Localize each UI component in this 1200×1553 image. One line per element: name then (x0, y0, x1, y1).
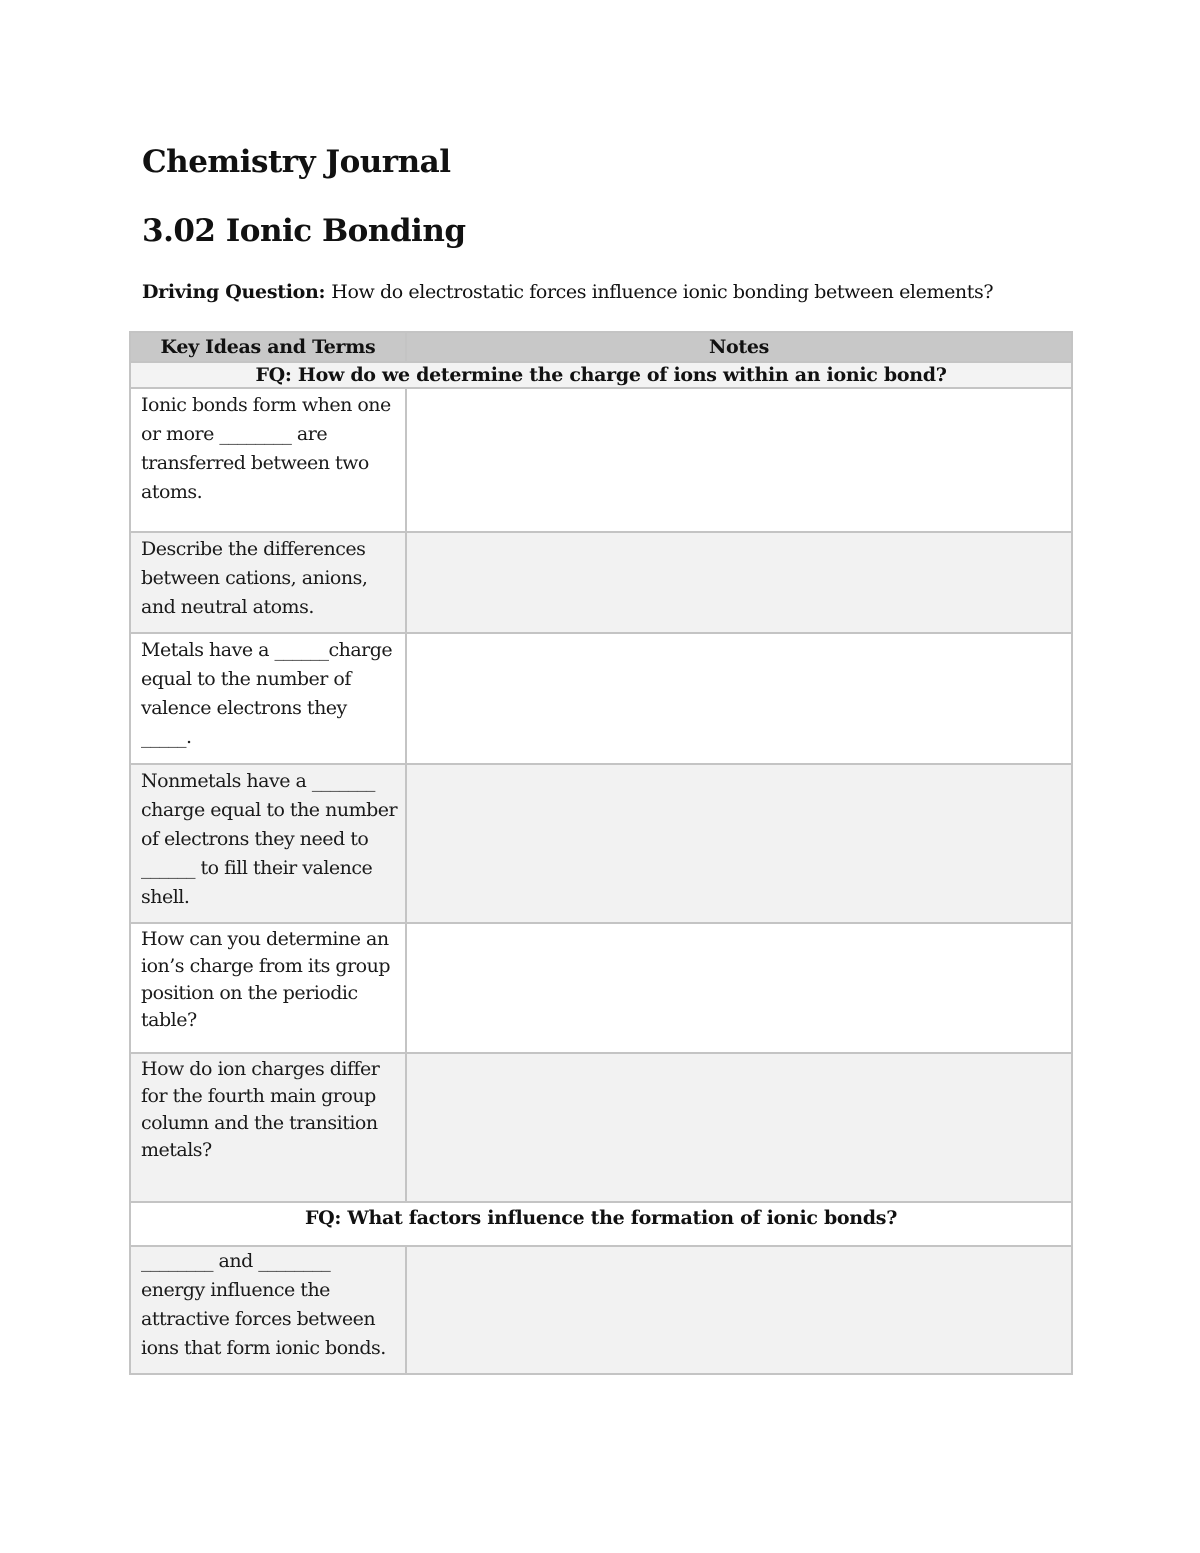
key-idea-cell: How do ion charges differ for the fourth main group column and the transition metals? (130, 1053, 406, 1202)
notes-cell[interactable] (406, 532, 1072, 633)
driving-question (142, 279, 993, 305)
key-idea-cell: Metals have a ______charge equal to the number of valence electrons they _____. (130, 633, 406, 764)
table-row (130, 923, 1072, 1053)
key-idea-cell: Nonmetals have a _______ charge equal to the number of electrons they need to ______ to fill their valence shell. (130, 764, 406, 923)
notes-cell[interactable] (406, 633, 1072, 764)
focus-question-row (130, 362, 1072, 388)
key-idea-cell: Describe the differences between cations, anions, and neutral atoms. (130, 532, 406, 633)
table-row (130, 633, 1072, 764)
lesson-title: 3.02 Ionic Bonding (142, 213, 466, 249)
table-row (130, 388, 1072, 532)
focus-question-row (130, 1202, 1072, 1246)
table-row (130, 532, 1072, 633)
focus-question-1: FQ: How do we determine the charge of ions within an ionic bond? (130, 362, 1072, 388)
table-header-row (130, 332, 1072, 362)
table-row (130, 1053, 1072, 1202)
table-row (130, 764, 1072, 923)
notes-cell[interactable] (406, 923, 1072, 1053)
page-title: Chemistry Journal (142, 144, 451, 180)
notes-cell[interactable] (406, 1246, 1072, 1374)
notes-cell[interactable] (406, 388, 1072, 532)
key-idea-cell: Ionic bonds form when one or more ________ are transferred between two atoms. (130, 388, 406, 532)
key-idea-cell: How can you determine an ion’s charge from its group position on the periodic table? (130, 923, 406, 1053)
header-key-ideas: Key Ideas and Terms (130, 332, 406, 362)
focus-question-2: FQ: What factors influence the formation of ionic bonds? (130, 1202, 1072, 1246)
header-notes: Notes (406, 332, 1072, 362)
notes-table (129, 331, 1073, 1375)
driving-question-label: Driving Question: (142, 281, 326, 303)
notes-cell[interactable] (406, 764, 1072, 923)
notes-cell[interactable] (406, 1053, 1072, 1202)
table-row (130, 1246, 1072, 1374)
key-idea-cell: ________ and ________ energy influence the attractive forces between ions that form ionic bonds. (130, 1246, 406, 1374)
driving-question-text: How do electrostatic forces influence ionic bonding between elements? (331, 281, 994, 303)
